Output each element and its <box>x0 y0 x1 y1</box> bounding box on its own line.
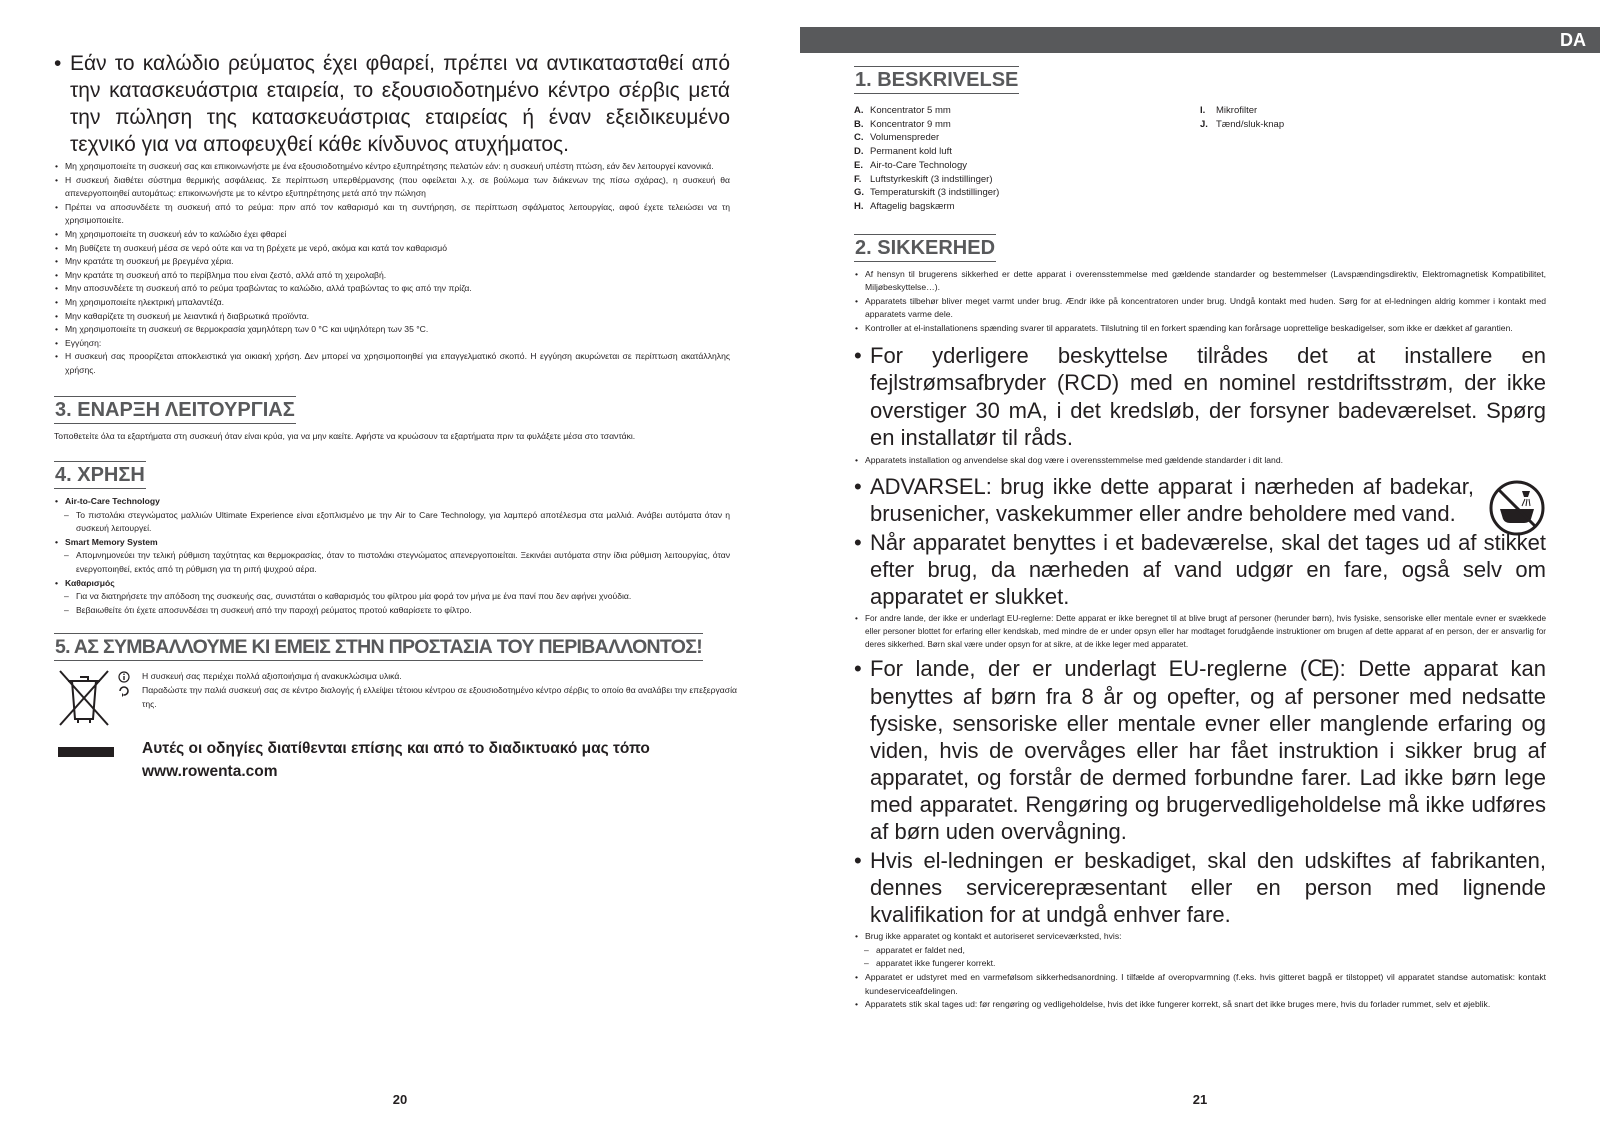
service-note: • Brug ikke apparatet og kontakt et autoriseret serviceværksted, hvis: <box>854 930 1546 944</box>
section-title-environment: 5. ΑΣ ΣΥΜΒΑΛΛΟΥΜΕ ΚΙ ΕΜΕΙΣ ΣΤΗΝ ΠΡΟΣΤΑΣΙΑ ΤΟΥ ΠΕΡΙΒΑΛΛΟΝΤΟΣ! <box>54 633 703 661</box>
part-row <box>854 131 1200 145</box>
part-row <box>854 159 1200 173</box>
eu-children-note <box>854 655 1546 845</box>
eu-text-before: For lande, der er underlagt EU-reglerne ( <box>870 656 1308 682</box>
thermal-note: • Apparatet er udstyret med en varmefølsom sikkerhedsanordning. I tilfælde af overopvarmning (f.eks. hvis gitteret bagpå er tilstoppet) vil apparatet standse automatisk: kontakt kundeserviceafdelingen. <box>854 971 1546 998</box>
safety-item: • Μην κρατάτε τη συσκευή από το περίβλημα που είναι ζεστό, αλλά από τη χειρολαβή. <box>54 269 730 283</box>
part-letter: H. <box>854 200 864 212</box>
page-left <box>0 0 784 1136</box>
part-row <box>854 118 1200 132</box>
part-row <box>854 186 1200 200</box>
black-bar <box>58 747 114 757</box>
top-warning-list <box>54 50 730 158</box>
usage-detail: – Για να διατηρήσετε την απόδοση της συσκευής σας, συνιστάται ο καθαρισμός του φίλτρου μία φορά τον μήνα με ένα πανί που δεν αφήνει χνούδια. <box>54 590 730 604</box>
web-url[interactable]: www.rowenta.com <box>142 763 278 781</box>
section-title-usage: 4. ΧΡΗΣΗ <box>54 461 146 489</box>
cord-replacement: • Hvis el-ledningen er beskadiget, skal den udskiftes af fabrikanten, dennes servicerepræsentant eller en person med lignende kvalifikation for at undgå enhver fare. <box>854 847 1546 928</box>
safety-item: • Af hensyn til brugerens sikkerhed er dette apparat i overensstemmelse med gældende standarder og bestemmelser (Lavspændingsdirektiv, Elektromagnetisk Kompatibilitet, Miljøbeskyttelse…). <box>854 268 1546 295</box>
service-item: – apparatet er faldet ned, <box>854 944 1546 958</box>
service-item: – apparatet ikke fungerer korrekt. <box>854 957 1546 971</box>
usage-heading: • Smart Memory System <box>54 536 730 550</box>
warning-block <box>854 473 1546 527</box>
usage-detail: – Βεβαιωθείτε ότι έχετε αποσυνδέσει τη συσκευή από την παροχή ρεύματος προτού καθαρίσετε το φίλτρο. <box>54 604 730 618</box>
page-right <box>800 0 1600 1136</box>
section-title-description: 1. BESKRIVELSE <box>854 66 1019 94</box>
unplug-note: • Apparatets stik skal tages ud: før rengøring og vedligeholdelse, hvis det ikke fungerer korrekt, så snart det ikke bruges mere, hvis du forlader rummet, selv et øjeblik. <box>854 998 1546 1012</box>
parts-column-2 <box>1200 104 1546 214</box>
safety-list-a <box>854 268 1546 336</box>
part-letter: G. <box>854 187 865 199</box>
install-list <box>854 454 1546 468</box>
safety-item: • Μην καθαρίζετε τη συσκευή με λειαντικά ή διαβρωτικά προϊόντα. <box>54 310 730 324</box>
page-number-left: 20 <box>392 1092 408 1107</box>
bathroom-unplug: • Når apparatet benyttes i et badeværelse, skal det tages ud af stikket efter brug, da nærheden af vand udgør en fare, også selv om apparatet er slukket. <box>854 529 1546 610</box>
bathroom-list <box>854 529 1546 610</box>
part-label: Volumenspreder <box>870 132 940 144</box>
part-label: Air-to-Care Technology <box>870 159 967 171</box>
non-eu-note: • For andre lande, der ikke er underlagt EU-reglerne: Dette apparat er ikke beregnet til at blive brugt af personer (herunder børn), hvis fysiske, sensoriske eller mentale evner er svækkede eller personer blottet for erfaring eller kendskab, med mindre de er under opsyn eller har modtaget forudgående instruktioner om brugen af dette apparat af en person, der er ansvarlig for deres sikkerhed. Børn skal være under opsyn for at sikre, at de ikke leger med apparatet. <box>854 612 1546 651</box>
part-label: Mikrofilter <box>1216 105 1258 116</box>
language-tag: DA <box>1560 30 1586 50</box>
recycle-arrow-icon <box>118 685 130 697</box>
info-icon <box>118 671 130 683</box>
environment-text <box>142 670 742 711</box>
environment-line-2: Παραδώστε την παλιά συσκευή σας σε κέντρο διαλογής ή ελλείψει τέτοιου κέντρου σε εξουσιοδοτημένο κέντρο σέρβις το οποίο θα αναλάβει την επεξεργασία της. <box>142 685 737 709</box>
safety-item: • Μην αποσυνδέετε τη συσκευή από το ρεύμα τραβώντας το καλώδιο, αλλά τραβώντας το φις από την πρίζα. <box>54 282 730 296</box>
eu-text-after: ): Dette apparat kan benyttes af børn fra 8 år og opefter, og af personer med nedsatte fysiske, sensoriske eller mentale evner eller manglende erfaring og viden, hvis de overvåges eller har fået instruktion i sikker brug af apparatet, og forstår de dermed forbundne farer. Lad ikke børn lege med apparatet. Rengøring og brugervedligeholdelse må ikke udføres af børn uden overvågning. <box>870 656 1546 845</box>
part-letter: I. <box>1200 105 1206 116</box>
usage-detail: – Απομνημονεύει την τελική ρύθμιση ταχύτητας και θερμοκρασίας, όταν το πιστολάκι στεγνώματος απενεργοποιείται. Ξεκινάει αυτόματα στην ίδια ρύθμιση λειτουργίας, όταν ενεργοποιηθεί, εκτός από τη ρύθμιση για τη ριπή ψυχρού αέρα. <box>54 549 730 576</box>
part-letter: F. <box>854 173 862 185</box>
safety-item: • Μη χρησιμοποιείτε ηλεκτρική μπαλαντέζα. <box>54 296 730 310</box>
environment-block <box>54 667 737 737</box>
non-eu-list <box>854 612 1546 651</box>
rcd-list <box>854 342 1546 452</box>
part-label: Permanent kold luft <box>870 146 952 158</box>
part-letter: B. <box>854 118 864 130</box>
parts-column-1 <box>854 104 1200 214</box>
section-title-safety: 2. SIKKERHED <box>854 234 996 262</box>
ce-mark: CE <box>1307 657 1333 683</box>
part-row <box>1200 118 1546 132</box>
safety-item: • Μη χρησιμοποιείτε τη συσκευή εάν το καλώδιο έχει φθαρεί <box>54 228 730 242</box>
safety-item: • Εγγύηση: <box>54 337 730 351</box>
part-letter: C. <box>854 132 864 144</box>
safety-item: • Η συσκευή διαθέτει σύστημα θερμικής ασφάλειας. Σε περίπτωση υπερθέρμανσης (που οφείλεται λ.χ. σε βούλωμα των διάκενων της πίσω σχάρας), η συσκευή θα απενεργοποιηθεί αυτομάτως: επικοινωνήστε με το κέντρο εξυπηρέτησης μετά από την πώληση <box>54 174 730 201</box>
safety-item: • Πρέπει να αποσυνδέετε τη συσκευή από το ρεύμα: πριν από τον καθαρισμό και τη συντήρηση, σε περίπτωση σφάλματος λειτουργίας, αφού έχετε τελειώσει να τη χρησιμοποιείτε. <box>54 201 730 228</box>
part-letter: A. <box>854 105 864 116</box>
part-row <box>854 200 1200 214</box>
service-list <box>854 930 1546 1012</box>
safety-item: • Μη χρησιμοποιείτε τη συσκευή σας και επικοινωνήστε με ένα εξουσιοδοτημένο κέντρο εξυπηρέτησης πελατών εάν: η συσκευή υπέστη πτώση, εάν δεν λειτουργεί κανονικά. <box>54 160 730 174</box>
part-label: Aftagelig bagskærm <box>870 200 955 212</box>
part-row <box>854 145 1200 159</box>
part-label: Luftstyrkeskift (3 indstillinger) <box>870 173 993 185</box>
usage-heading: • Air-to-Care Technology <box>54 495 730 509</box>
safety-item: • Apparatets tilbehør bliver meget varmt under brug. Ændr ikke på koncentratoren under brug. Undgå kontakt med huden. Sørg for at el-ledningen aldrig kommer i kontakt med apparatets varme dele. <box>854 295 1546 322</box>
eu-list <box>854 655 1546 928</box>
section-text-start: Τοποθετείτε όλα τα εξαρτήματα στη συσκευή όταν είναι κρύα, για να μην καείτε. Αφήστε να κρυώσουν τα εξαρτήματα πριν τα φυλάξετε μέσα στο τσαντάκι. <box>54 430 636 441</box>
part-label: Tænd/sluk-knap <box>1216 118 1285 130</box>
part-letter: J. <box>1200 118 1208 130</box>
part-row <box>1200 104 1546 118</box>
part-letter: D. <box>854 146 864 158</box>
usage-heading: • Καθαρισμός <box>54 577 730 591</box>
part-label: Koncentrator 9 mm <box>870 118 951 130</box>
page-number-right: 21 <box>1192 1092 1208 1107</box>
web-note: Αυτές οι οδηγίες διατίθενται επίσης και από το διαδικτυακό μας τόπο <box>142 740 650 758</box>
water-warning: • ADVARSEL: brug ikke dette apparat i nærheden af badekar, brusenicher, vaskekummer eller andre beholdere med vand. <box>854 473 1474 527</box>
safety-item: • Μη βυθίζετε τη συσκευή μέσα σε νερό ούτε και να τη βρέχετε με νερό, ακόμα και κατά τον καθαρισμό <box>54 242 730 256</box>
part-row <box>854 104 1200 118</box>
part-letter: E. <box>854 159 863 171</box>
usage-detail: – Το πιστολάκι στεγνώματος μαλλιών Ultimate Experience είναι εξοπλισμένο με την Air to Care Technology, για λαμπερό αποτέλεσμα στα μαλλιά. Ανάβει αυτόματα όταν η συσκευή λειτουργεί. <box>54 509 730 536</box>
safety-item: • Kontroller at el-installationens spænding svarer til apparatets. Tilslutning til en forkert spænding kan forårsage uoprettelige beskadigelser, som ikke er dækket af garantien. <box>854 322 1546 336</box>
usage-list <box>54 495 730 617</box>
parts-description <box>854 104 1546 214</box>
safety-item: • Μη χρησιμοποιείτε τη συσκευή σε θερμοκρασία χαμηλότερη των 0 °C και υψηλότερη των 35 °C. <box>54 323 730 337</box>
safety-list <box>54 160 730 378</box>
part-row <box>854 173 1200 187</box>
crossed-bin-icon <box>54 667 114 731</box>
part-label: Temperaturskift (3 indstillinger) <box>870 187 1000 199</box>
part-label: Koncentrator 5 mm <box>870 105 951 116</box>
safety-item: • Μην κρατάτε τη συσκευή με βρεγμένα χέρια. <box>54 255 730 269</box>
install-note: • Apparatets installation og anvendelse skal dog være i overensstemmelse med gældende standarder i dit land. <box>854 454 1546 468</box>
safety-item: • Η συσκευή σας προορίζεται αποκλειστικά για οικιακή χρήση. Δεν μπορεί να χρησιμοποιηθεί για επαγγελματικό σκοπό. Η εγγύηση ακυρώνεται σε περίπτωση ακατάλληλης χρήσης. <box>54 350 730 377</box>
cord-warning: • Εάν το καλώδιο ρεύματος έχει φθαρεί, πρέπει να αντικατασταθεί από την κατασκευάστρια εταιρεία, το εξουσιοδοτημένο κέντρο σέρβις μετά την πώληση της κατασκευάστριας εταιρείας ή έναν εξειδικευμένο τεχνικό για να αποφευχθεί κάθε κίνδυνος ατυχήματος. <box>54 50 730 158</box>
environment-line-1: Η συσκευή σας περιέχει πολλά αξιοποιήσιμα ή ανακυκλώσιμα υλικά. <box>142 671 402 682</box>
section-title-start: 3. ΕΝΑΡΞΗ ΛΕΙΤΟΥΡΓΙΑΣ <box>54 396 296 424</box>
rcd-advice: • For yderligere beskyttelse tilrådes det at installere en fejlstrømsafbryder (RCD) med en nominel restdriftsstrøm, der ikke overstiger 30 mA, i det kredsløb, der forsyner badeværelset. Spørg en installatør til råds. <box>854 342 1546 452</box>
web-note-block <box>54 737 730 787</box>
warning-list <box>854 473 1474 527</box>
